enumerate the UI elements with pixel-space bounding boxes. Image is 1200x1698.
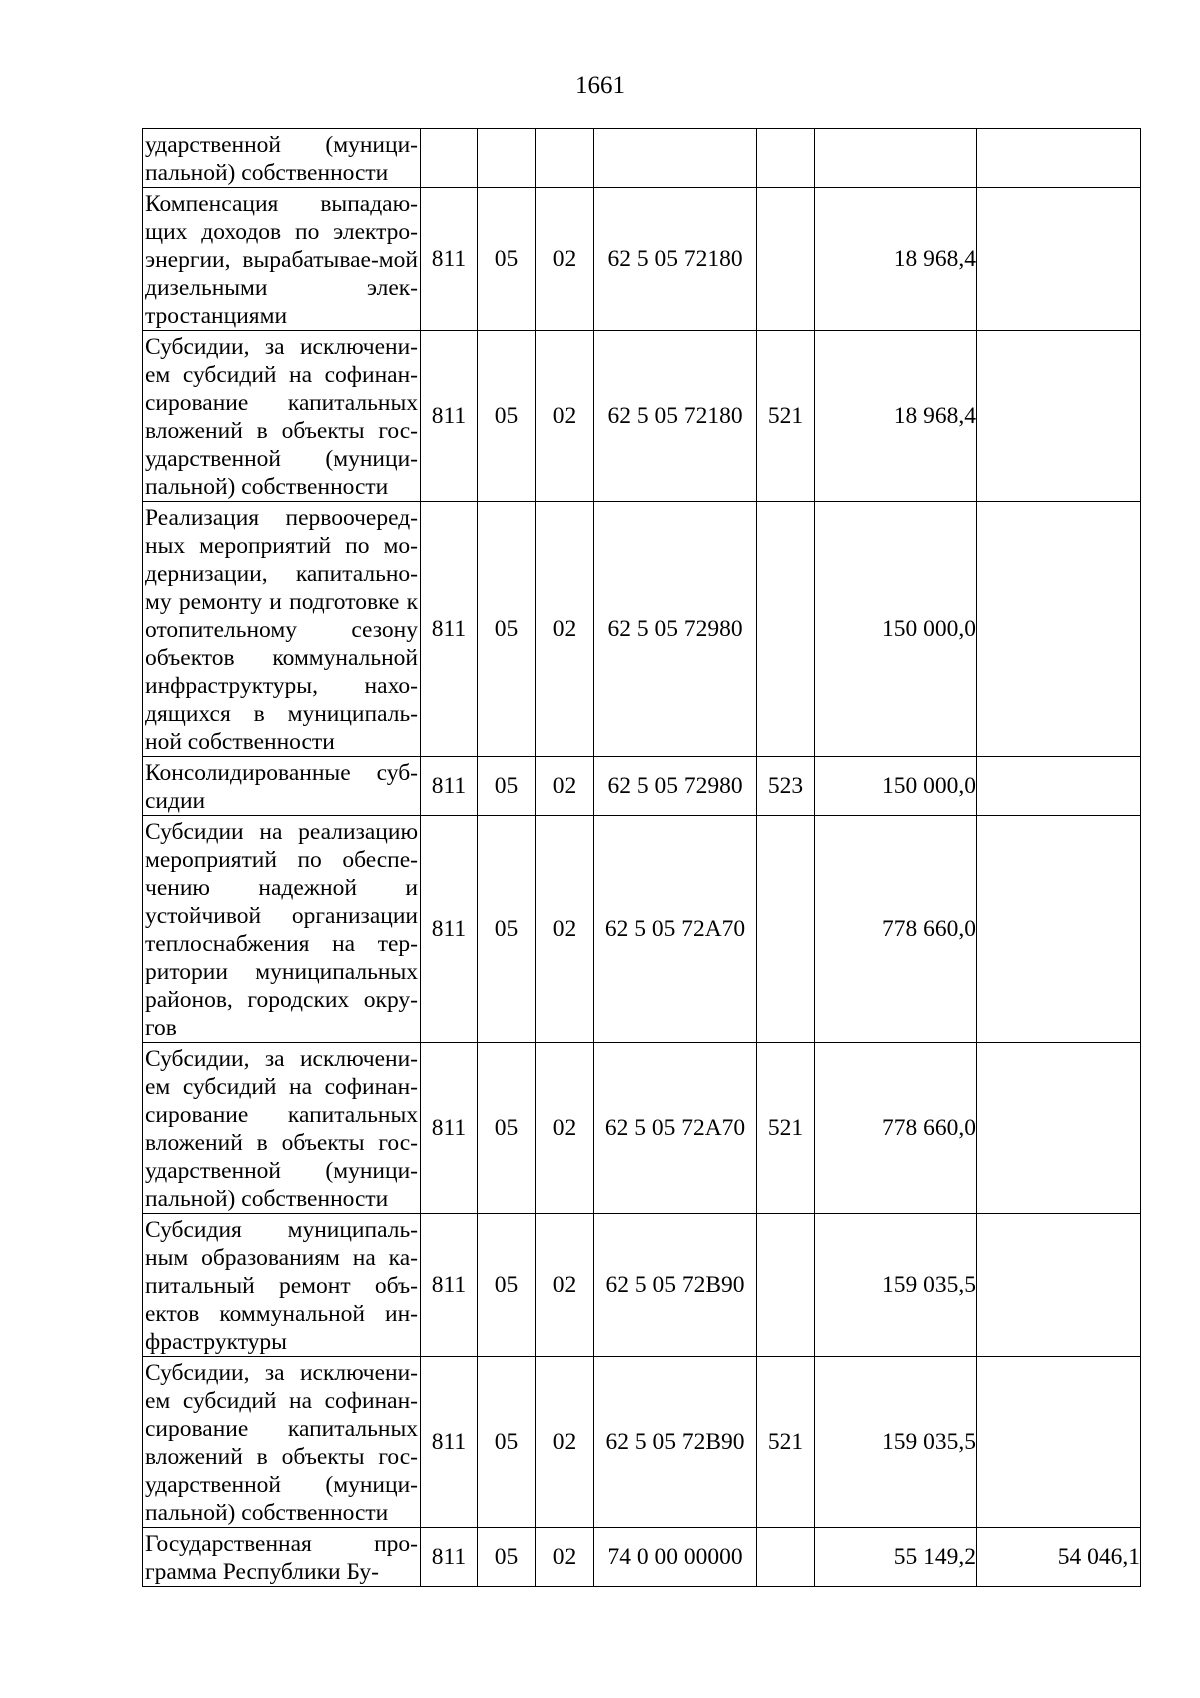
row-expense-type	[757, 502, 815, 757]
row-expense-type	[757, 816, 815, 1043]
row-amount-1	[815, 129, 977, 188]
table-row	[143, 1043, 1141, 1214]
row-expense-type	[757, 1214, 815, 1357]
row-description: ударственной (муници-пальной) собственности	[143, 129, 421, 188]
row-section-code	[478, 129, 536, 188]
row-subsection-code: 02	[536, 502, 594, 757]
row-expense-type	[757, 129, 815, 188]
row-amount-2	[977, 1214, 1141, 1357]
budget-table	[142, 128, 1141, 1587]
table-row	[143, 502, 1141, 757]
row-grbs-code: 811	[421, 1357, 478, 1528]
row-amount-1: 18 968,4	[815, 331, 977, 502]
row-target-article: 62 5 05 72А70	[594, 1043, 757, 1214]
row-grbs-code: 811	[421, 757, 478, 816]
row-target-article: 62 5 05 72А70	[594, 816, 757, 1043]
table-row	[143, 816, 1141, 1043]
row-amount-1: 159 035,5	[815, 1357, 977, 1528]
row-target-article: 62 5 05 72980	[594, 502, 757, 757]
row-subsection-code	[536, 129, 594, 188]
row-section-code: 05	[478, 1528, 536, 1587]
row-grbs-code: 811	[421, 188, 478, 331]
row-expense-type: 523	[757, 757, 815, 816]
row-section-code: 05	[478, 816, 536, 1043]
row-subsection-code: 02	[536, 816, 594, 1043]
row-grbs-code: 811	[421, 1214, 478, 1357]
row-section-code: 05	[478, 502, 536, 757]
row-subsection-code: 02	[536, 757, 594, 816]
row-expense-type	[757, 188, 815, 331]
row-description: Субсидии, за исключени-ем субсидий на софинан-сирование капитальных вложений в объекты гос-ударственной (муници-пальной) собственности	[143, 331, 421, 502]
table-row	[143, 331, 1141, 502]
row-target-article	[594, 129, 757, 188]
row-section-code: 05	[478, 757, 536, 816]
row-grbs-code: 811	[421, 816, 478, 1043]
row-description: Государственная про-грамма Республики Бу-	[143, 1528, 421, 1587]
row-target-article: 62 5 05 72В90	[594, 1214, 757, 1357]
table-row	[143, 1528, 1141, 1587]
row-subsection-code: 02	[536, 1043, 594, 1214]
row-description: Субсидии на реализацию мероприятий по обеспе-чению надежной и устойчивой организации теплоснабжения на тер-ритории муниципальных районов, городских окру-гов	[143, 816, 421, 1043]
row-subsection-code: 02	[536, 1528, 594, 1587]
row-description: Реализация первоочеред-ных мероприятий по мо-дернизации, капитально-му ремонту и подготовке к отопительному сезону объектов коммунальной инфраструктуры, нахо-дящихся в муниципаль-ной собственности	[143, 502, 421, 757]
row-amount-1: 778 660,0	[815, 816, 977, 1043]
row-target-article: 62 5 05 72В90	[594, 1357, 757, 1528]
row-amount-2	[977, 331, 1141, 502]
row-amount-2	[977, 502, 1141, 757]
row-description: Компенсация выпадаю-щих доходов по электро-энергии, вырабатывае-мой дизельными элек-тростанциями	[143, 188, 421, 331]
table-row	[143, 188, 1141, 331]
row-grbs-code: 811	[421, 502, 478, 757]
row-grbs-code: 811	[421, 331, 478, 502]
row-amount-2	[977, 757, 1141, 816]
row-section-code: 05	[478, 188, 536, 331]
row-expense-type: 521	[757, 1357, 815, 1528]
row-amount-2	[977, 1357, 1141, 1528]
row-description: Субсидии, за исключени-ем субсидий на софинан-сирование капитальных вложений в объекты гос-ударственной (муници-пальной) собственности	[143, 1357, 421, 1528]
row-amount-1: 778 660,0	[815, 1043, 977, 1214]
row-expense-type: 521	[757, 331, 815, 502]
row-amount-1: 18 968,4	[815, 188, 977, 331]
row-target-article: 74 0 00 00000	[594, 1528, 757, 1587]
row-subsection-code: 02	[536, 331, 594, 502]
row-target-article: 62 5 05 72980	[594, 757, 757, 816]
row-expense-type: 521	[757, 1043, 815, 1214]
row-grbs-code	[421, 129, 478, 188]
row-amount-1: 150 000,0	[815, 757, 977, 816]
row-amount-2	[977, 1043, 1141, 1214]
table-row	[143, 1357, 1141, 1528]
row-target-article: 62 5 05 72180	[594, 331, 757, 502]
row-grbs-code: 811	[421, 1528, 478, 1587]
row-amount-1: 55 149,2	[815, 1528, 977, 1587]
row-target-article: 62 5 05 72180	[594, 188, 757, 331]
row-amount-1: 159 035,5	[815, 1214, 977, 1357]
row-amount-2	[977, 188, 1141, 331]
row-description: Субсидии, за исключени-ем субсидий на софинан-сирование капитальных вложений в объекты гос-ударственной (муници-пальной) собственности	[143, 1043, 421, 1214]
row-subsection-code: 02	[536, 1214, 594, 1357]
row-description: Консолидированные суб-сидии	[143, 757, 421, 816]
page-number: 1661	[575, 72, 625, 99]
row-expense-type	[757, 1528, 815, 1587]
row-section-code: 05	[478, 331, 536, 502]
row-subsection-code: 02	[536, 188, 594, 331]
table-row	[143, 757, 1141, 816]
row-section-code: 05	[478, 1357, 536, 1528]
row-amount-1: 150 000,0	[815, 502, 977, 757]
row-grbs-code: 811	[421, 1043, 478, 1214]
row-description: Субсидия муниципаль-ным образованиям на ка-питальный ремонт объ-ектов коммунальной ин-фраструктуры	[143, 1214, 421, 1357]
row-amount-2	[977, 129, 1141, 188]
row-section-code: 05	[478, 1214, 536, 1357]
row-section-code: 05	[478, 1043, 536, 1214]
row-amount-2	[977, 816, 1141, 1043]
row-subsection-code: 02	[536, 1357, 594, 1528]
table-row	[143, 129, 1141, 188]
row-amount-2: 54 046,1	[977, 1528, 1141, 1587]
table-row	[143, 1214, 1141, 1357]
